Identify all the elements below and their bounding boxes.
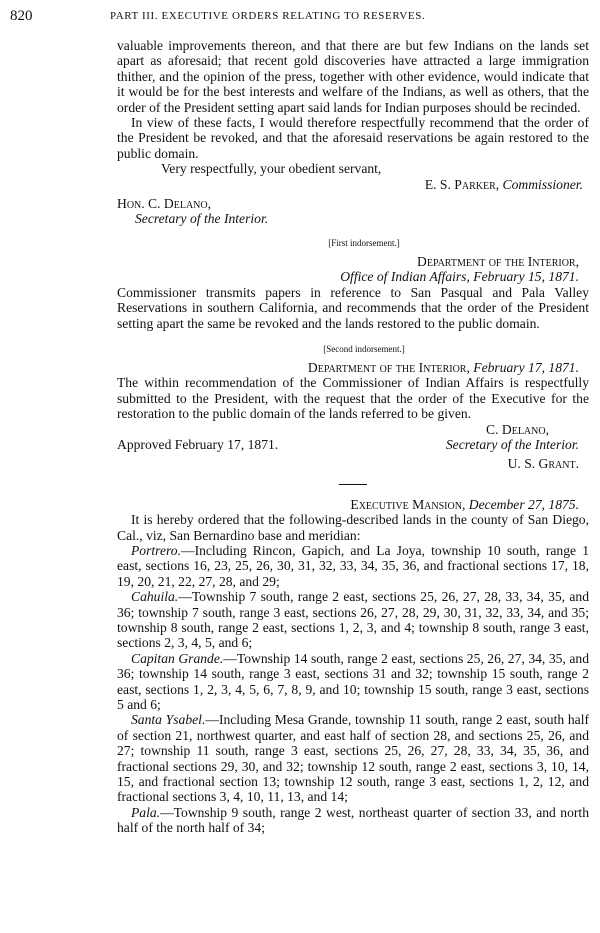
- executive-order-date: December 27, 1875.: [468, 496, 579, 512]
- president-signature: U. S. Grant.: [507, 456, 579, 472]
- second-indorsement-heading: [117, 360, 589, 375]
- second-indorsement-signer-name: C. Delano,: [486, 421, 549, 437]
- second-indorsement-label: [Second indorsement.]: [323, 343, 405, 354]
- letter-signature: [117, 177, 589, 192]
- reserve-description: —Township 9 south, range 2 west, northeast quarter of section 33, and north half of the north half of 34;: [117, 804, 589, 836]
- approval-row: [117, 437, 589, 452]
- signer-title: Commissioner.: [502, 176, 583, 192]
- reserve-item-capitan-grande: [117, 651, 589, 713]
- page-header: [10, 8, 590, 26]
- reserve-description: —Township 14 south, range 2 east, sections 25, 26, 27, 34, 35, and 36; township 14 south, range 3 east, sections 31 and 32; township 15 south, range 2 east, sections 1, 2, 3, 4, 5, 6, 7, 8, 9, and 10; township 15 south, range 3 east, sections 5 and 6;: [117, 650, 590, 713]
- letter-closing: Very respectfully, your obedient servant,: [161, 161, 382, 177]
- reserve-name: Pala.: [131, 804, 161, 820]
- first-indorsement-label: [First indorsement.]: [328, 237, 400, 248]
- letter-paragraph-2: In view of these facts, I would therefore respectfully recommend that the order of the President be revoked, and that the aforesaid reservations be again restored to the public domain.: [117, 115, 589, 161]
- reserve-description: —Including Rincon, Gapich, and La Joya, township 10 south, range 1 east, sections 16, 23, 25, 26, 30, 31, 32, 33, 34, 35, 36, and fractional sections 17, 18, 19, 20, 21, 22, 27, 28, and 29;: [117, 542, 589, 589]
- letter-paragraph-1: valuable improvements thereon, and that there are but few Indians on the lands set apart as aforesaid; that recent gold discoveries have attracted a large immigration thither, and the opinion of the press, together with other evidence, would indicate that it would be for the best interests and welfare of the Indians, as well as others, that the order of the President setting apart said lands for Indian purposes should be recinded.: [117, 38, 589, 115]
- second-indorsement-date: February 17, 1871.: [473, 359, 579, 375]
- second-indorsement-signer-title: Secretary of the Interior.: [445, 436, 579, 452]
- running-head: PART III. EXECUTIVE ORDERS RELATING TO RESERVES.: [110, 10, 426, 22]
- reserve-item-pala: [117, 805, 589, 836]
- reserve-item-cahuila: [117, 589, 589, 651]
- executive-order-intro: It is hereby ordered that the following-described lands in the county of San Diego, Cal., viz, San Bernardino base and meridian:: [117, 512, 589, 543]
- addressee-title: Secretary of the Interior.: [135, 211, 269, 227]
- reserve-name: Capitan Grande.: [131, 650, 224, 666]
- reserve-name: Portrero.: [131, 542, 181, 558]
- reserve-description: —Township 7 south, range 2 east, sections 25, 26, 27, 28, 33, 34, 35, and 36; township 7 south, range 3 east, sections 26, 27, 28, 29, 30, 31, 32, 33, 34, and 35; township 8 south, range 2 east, sections 1, 2, 3, and 4; township 8 south, range 3 east, sections 2, 3, 4, 5, and 6;: [117, 589, 589, 651]
- reserve-name: Santa Ysabel.: [131, 712, 206, 728]
- document-body: [117, 38, 589, 836]
- reserve-description: —Including Mesa Grande, township 11 south, range 2 east, south half of section 21, northwest quarter, and east half of section 28, and sections 25, 26, and 27; township 11 south, range 3 east, sections 25, 26, 27, 28, 33, 34, 35, 36, and fractional sections 29, 30, and 32; township 12 south, range 2 east, sections 3, 10, 14, 15, and fractional section 13; township 12 south, range 3 east, sections 1, 2, 12, and fractional sections 3, 4, 10, 11, 13, and 14;: [117, 712, 589, 805]
- first-indorsement-office-date: Office of Indian Affairs, February 15, 1871.: [340, 269, 579, 285]
- first-indorsement-text: Commissioner transmits papers in reference to San Pasqual and Pala Valley Reservations in southern California, and recommends that the order of the President setting apart the same be revoked and the lands restored to the public domain.: [117, 284, 589, 331]
- executive-order-heading: [117, 497, 589, 512]
- reserve-item-santa-ysabel: [117, 712, 589, 804]
- signer-name: E. S. Parker,: [424, 176, 500, 192]
- section-divider: [339, 484, 367, 485]
- reserve-name: Cahuila.: [131, 589, 179, 605]
- first-indorsement-dept: Department of the Interior,: [417, 253, 579, 269]
- page-number: 820: [10, 8, 33, 24]
- second-indorsement-text: The within recommendation of the Commissioner of Indian Affairs is respectfully submitted to the President, with the request that the order of the Executive for the restoration to the public domain of the lands referred to be given.: [117, 375, 589, 422]
- approved-line: Approved February 17, 1871.: [117, 436, 279, 452]
- addressee-name: Hon. C. Delano,: [117, 196, 212, 212]
- reserve-item-portrero: [117, 543, 589, 589]
- executive-mansion: Executive Mansion,: [350, 496, 466, 512]
- second-indorsement-dept: Department of the Interior,: [307, 359, 470, 375]
